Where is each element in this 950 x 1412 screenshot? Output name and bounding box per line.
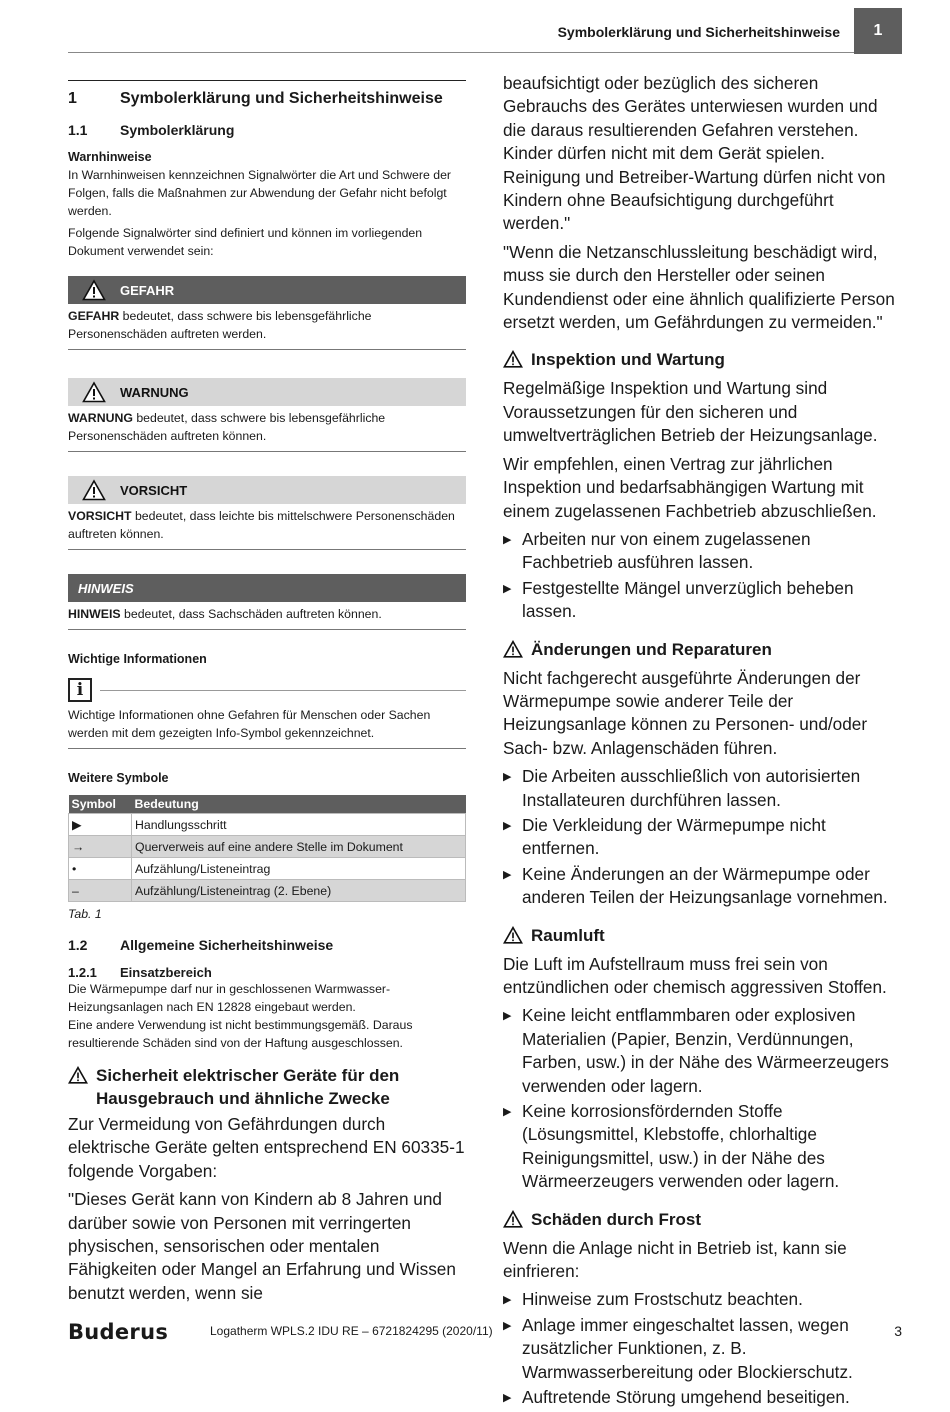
- aenderungen-list: [503, 765, 903, 909]
- list-item: ▶ Keine korrosionsfördernden Stoffe (Lösungsmittel, Klebstoffe, chlorhaltige Reinigungsmittel, usw.) in der Nähe des Wärmeerzeugers verwenden oder lagern.: [503, 1100, 903, 1194]
- list-item: ▶ Anlage immer eingeschaltet lassen, wegen zusätzlicher Funktionen, z. B. Warmwasserbereitung oder Blockierschutz.: [503, 1314, 903, 1384]
- info-rule: [100, 690, 466, 691]
- right-p1: beaufsichtigt oder bezüglich des sicheren Gebrauchs des Gerätes unterwiesen wurden und die daraus resultierenden Gefahren verstehen. Kinder dürfen nicht mit dem Gerät spielen. Reinigung und Betreiber-Wartung dürfen nicht von Kindern ohne Beaufsichtigung durchgeführt werden.": [503, 73, 886, 234]
- chapter-tab: 1: [854, 8, 902, 54]
- table-cell: ▶: [69, 814, 132, 836]
- weitere-symbole-title: Weitere Symbole: [68, 771, 169, 785]
- inspektion-p2: Wir empfehlen, einen Vertrag zur jährlichen Inspektion und bedarfsabhängigen Wartung mit einem zugelassenen Fachbetrieb abzuschließen.: [503, 453, 877, 521]
- running-header-title: Symbolerklärung und Sicherheitshinweise: [557, 24, 840, 40]
- raumluft-p1: Die Luft im Aufstellraum muss frei sein von entzündlichen oder chemisch aggressiven Stoffen.: [503, 953, 887, 997]
- einsatz-p2: Eine andere Verwendung ist nicht bestimmungsgemäß. Daraus resultierende Schäden sind von der Haftung ausgeschlossen.: [68, 1018, 413, 1050]
- aenderungen-p1: Nicht fachgerecht ausgeführte Änderungen der Wärmepumpe sowie anderer Teile der Heizungsanlage können zu Personen- und/oder Sach- bzw. Anlagenschäden führen.: [503, 667, 868, 758]
- warning-triangle-icon: [503, 348, 531, 374]
- hinweis-text: HINWEIS bedeutet, dass Sachschäden auftreten können.: [68, 602, 466, 630]
- brand-logo: Buderus: [68, 1320, 169, 1344]
- inspektion-heading: Inspektion und Wartung: [503, 348, 903, 374]
- vorsicht-text: VORSICHT bedeutet, dass leichte bis mittelschwere Personenschäden auftreten können.: [68, 504, 466, 550]
- vorsicht-label: VORSICHT: [120, 482, 188, 498]
- list-item: ▶ Auftretende Störung umgehend beseitigen.: [503, 1386, 903, 1409]
- warnung-text: WARNUNG bedeutet, dass schwere bis lebensgefährliche Personenschäden auftreten können.: [68, 406, 466, 452]
- raumluft-heading: Raumluft: [503, 924, 903, 950]
- table-cell: Aufzählung/Listeneintrag (2. Ebene): [132, 880, 466, 902]
- page-number: 3: [894, 1323, 902, 1339]
- info-text: Wichtige Informationen ohne Gefahren für Menschen oder Sachen werden mit dem gezeigten Info-Symbol gekennzeichnet.: [68, 702, 466, 749]
- elektro-p1: Zur Vermeidung von Gefährdungen durch elektrische Geräte gelten entsprechend EN 60335-1 folgende Vorgaben:: [68, 1114, 465, 1181]
- list-item: ▶ Die Arbeiten ausschließlich von autorisierten Installateuren durchführen lassen.: [503, 765, 903, 812]
- right-column: [503, 72, 903, 1412]
- table-caption: Tab. 1: [68, 907, 102, 921]
- warning-triangle-icon: [68, 479, 120, 501]
- warning-triangle-icon: [68, 1064, 96, 1110]
- inspektion-section: [503, 348, 903, 623]
- list-item: ▶ Festgestellte Mängel unverzüglich beheben lassen.: [503, 577, 903, 624]
- warnung-label: WARNUNG: [120, 384, 189, 400]
- table-cell: Handlungsschritt: [132, 814, 466, 836]
- warning-triangle-icon: [503, 1208, 531, 1234]
- heading-1: 1 Symbolerklärung und Sicherheitshinweise: [68, 90, 443, 107]
- list-item: ▶ Die Verkleidung der Wärmepumpe nicht entfernen.: [503, 814, 903, 861]
- table-cell: Aufzählung/Listeneintrag: [132, 858, 466, 880]
- info-title: Wichtige Informationen: [68, 652, 207, 666]
- heading-1-2-1: 1.2.1 Einsatzbereich: [68, 965, 212, 980]
- list-item: ▶ Hinweise zum Frostschutz beachten.: [503, 1288, 903, 1311]
- frost-section: [503, 1208, 903, 1410]
- hinweis-bar: [68, 574, 466, 602]
- warnhinweise-title: Warnhinweise: [68, 150, 152, 164]
- table-cell: →: [69, 836, 132, 858]
- table-header: Bedeutung: [132, 795, 466, 814]
- table-row: [69, 880, 466, 902]
- warning-triangle-icon: [68, 381, 120, 403]
- inspektion-p1: Regelmäßige Inspektion und Wartung sind Voraussetzungen für den sicheren und umweltverträglichen Betrieb der Heizungsanlage.: [503, 378, 878, 446]
- footer-doc-id: Logatherm WPLS.2 IDU RE – 6721824295 (2020/11): [210, 1324, 493, 1338]
- table-row: [69, 814, 466, 836]
- aenderungen-section: [503, 638, 903, 910]
- table-cell: –: [69, 880, 132, 902]
- table-cell: Querverweis auf eine andere Stelle im Dokument: [132, 836, 466, 858]
- header-rule: [68, 52, 854, 53]
- frost-p1: Wenn die Anlage nicht in Betrieb ist, kann sie einfrieren:: [503, 1237, 847, 1282]
- raumluft-section: [503, 924, 903, 1194]
- info-symbol-row: [68, 678, 466, 702]
- warning-triangle-icon: [68, 279, 120, 301]
- info-icon: i: [68, 678, 92, 702]
- gefahr-label: GEFAHR: [120, 282, 175, 298]
- table-cell: •: [69, 858, 132, 880]
- list-item: ▶ Arbeiten nur von einem zugelassenen Fachbetrieb ausführen lassen.: [503, 528, 903, 575]
- frost-list: [503, 1288, 903, 1409]
- warning-triangle-icon: [503, 638, 531, 664]
- symbol-table: [68, 795, 466, 902]
- list-item: ▶ Keine leicht entflammbaren oder explosiven Materialien (Papier, Benzin, Verdünnungen, Farben, usw.) in der Nähe des Wärmeerzeugers verwenden oder lagern.: [503, 1004, 903, 1098]
- frost-heading: Schäden durch Frost: [503, 1208, 903, 1234]
- elektro-p2: "Dieses Gerät kann von Kindern ab 8 Jahren und darüber sowie von Personen mit verringerten physischen, sensorischen oder mentalen Fähigkeiten oder Mangel an Erfahrung und Wissen benutzt werden, wenn sie: [68, 1189, 456, 1303]
- table-row: [69, 836, 466, 858]
- hinweis-label: HINWEIS: [78, 580, 134, 596]
- warnung-bar: [68, 378, 466, 406]
- aenderungen-heading: Änderungen und Reparaturen: [503, 638, 903, 664]
- warnhinweise-p1: In Warnhinweisen kennzeichnen Signalwörter die Art und Schwere der Folgen, falls die Maßnahmen zur Abwendung der Gefahr nicht befolgt werden.: [68, 168, 452, 218]
- list-item: ▶ Keine Änderungen an der Wärmepumpe oder anderen Teilen der Heizungsanlage vornehmen.: [503, 863, 903, 910]
- heading-1-1: 1.1 Symbolerklärung: [68, 122, 235, 138]
- table-row: [69, 858, 466, 880]
- right-p2: "Wenn die Netzanschlussleitung beschädigt wird, muss sie durch den Hersteller oder seinen Kundendienst oder eine ähnlich qualifizierte Person ersetzt werden, um Gefährdungen zu vermeiden.": [503, 241, 895, 333]
- vorsicht-bar: [68, 476, 466, 504]
- gefahr-bar: [68, 276, 466, 304]
- table-header: Symbol: [69, 795, 132, 814]
- heading-1-2: 1.2 Allgemeine Sicherheitshinweise: [68, 937, 334, 953]
- warning-triangle-icon: [503, 924, 531, 950]
- warnhinweise-p2: Folgende Signalwörter sind definiert und können im vorliegenden Dokument verwendet sein:: [68, 226, 423, 258]
- left-column: [68, 80, 466, 1310]
- einsatz-p1: Die Wärmepumpe darf nur in geschlossenen Warmwasser-Heizungsanlagen nach EN 12828 eingebaut werden.: [68, 982, 391, 1014]
- gefahr-text: GEFAHR bedeutet, dass schwere bis lebensgefährliche Personenschäden auftreten werden.: [68, 304, 466, 350]
- inspektion-list: [503, 528, 903, 624]
- elektro-heading: Sicherheit elektrischer Geräte für den Hausgebrauch und ähnliche Zwecke: [68, 1064, 466, 1110]
- raumluft-list: [503, 1004, 903, 1193]
